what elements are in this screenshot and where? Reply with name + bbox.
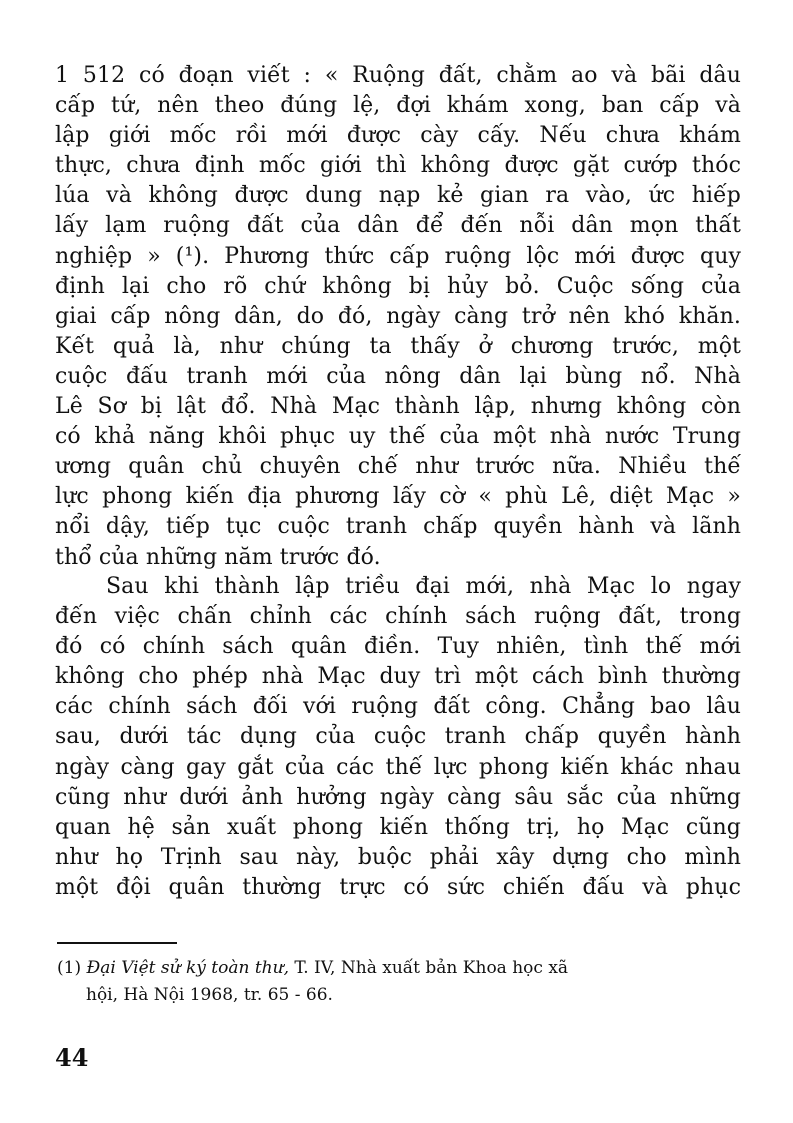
paragraph-2 <box>55 572 741 903</box>
footnote <box>57 955 741 1009</box>
paragraph-1 <box>55 61 741 573</box>
text-line: có khả năng khôi phục uy thế của một nhà nước Trung <box>55 424 741 450</box>
text-line: một đội quân thường trực có sức chiến đấu và phục <box>55 874 741 900</box>
footnote-source-title: Đại Việt sử ký toàn thư, <box>86 958 289 978</box>
text-line: 1 512 có đoạn viết : « Ruộng đất, chằm ao và bãi dâu <box>55 63 741 88</box>
text-line: nghiệp » (¹). Phương thức cấp ruộng lộc mới được quy <box>55 243 741 269</box>
text-line: các chính sách đối với ruộng đất công. Chẳng bao lâu <box>55 694 741 720</box>
text-line: quan hệ sản xuất phong kiến thống trị, họ Mạc cũng <box>55 814 741 840</box>
text-line: định lại cho rõ chứ không bị hủy bỏ. Cuộc sống của <box>55 273 741 299</box>
text-line: thực, chưa định mốc giới thì không được gặt cướp thóc <box>55 153 741 179</box>
text-line: đó có chính sách quân điền. Tuy nhiên, tình thế mới <box>55 634 741 660</box>
text-line: cuộc đấu tranh mới của nông dân lại bùng nổ. Nhà <box>55 363 741 389</box>
text-line: lấy lạm ruộng đất của dân để đến nỗi dân mọn thất <box>55 213 741 239</box>
text-line: như họ Trịnh sau này, buộc phải xây dựng cho mình <box>55 844 741 870</box>
text-line: cũng như dưới ảnh hưởng ngày càng sâu sắc của những <box>55 784 741 810</box>
text-line: lập giới mốc rồi mới được cày cấy. Nếu chưa khám <box>55 123 741 149</box>
text-line: thổ của những năm trước đó. <box>55 544 381 570</box>
footnote-source-details: T. IV, Nhà xuất bản Khoa học xã <box>294 958 569 978</box>
text-line: nổi dậy, tiếp tục cuộc tranh chấp quyền hành và lãnh <box>55 514 741 540</box>
text-line: không cho phép nhà Mạc duy trì một cách bình thường <box>55 664 741 690</box>
text-line: ngày càng gay gắt của các thế lực phong kiến khác nhau <box>55 754 741 780</box>
text-line: ương quân chủ chuyên chế như trước nữa. Nhiều thế <box>55 454 741 480</box>
text-line: cấp tứ, nên theo đúng lệ, đợi khám xong, ban cấp và <box>55 93 741 119</box>
footnote-marker: (1) <box>57 958 82 978</box>
text-line: giai cấp nông dân, do đó, ngày càng trở nên khó khăn. <box>55 303 741 329</box>
text-line: Lê Sơ bị lật đổ. Nhà Mạc thành lập, nhưng không còn <box>55 394 741 420</box>
footnote-divider <box>57 942 177 944</box>
text-line: Sau khi thành lập triều đại mới, nhà Mạc lo ngay <box>106 574 741 599</box>
footnote-line-2: hội, Hà Nội 1968, tr. 65 - 66. <box>86 985 333 1005</box>
text-line: đến việc chấn chỉnh các chính sách ruộng đất, trong <box>55 604 741 630</box>
text-line: sau, dưới tác dụng của cuộc tranh chấp quyền hành <box>55 724 741 750</box>
footnote-line-1 <box>57 955 741 982</box>
text-line: Kết quả là, như chúng ta thấy ở chương trước, một <box>55 333 741 359</box>
text-line: lực phong kiến địa phương lấy cờ « phù Lê, diệt Mạc » <box>55 484 741 510</box>
text-line: lúa và không được dung nạp kẻ gian ra vào, ức hiếp <box>55 183 741 209</box>
page-number: 44 <box>55 1043 89 1072</box>
